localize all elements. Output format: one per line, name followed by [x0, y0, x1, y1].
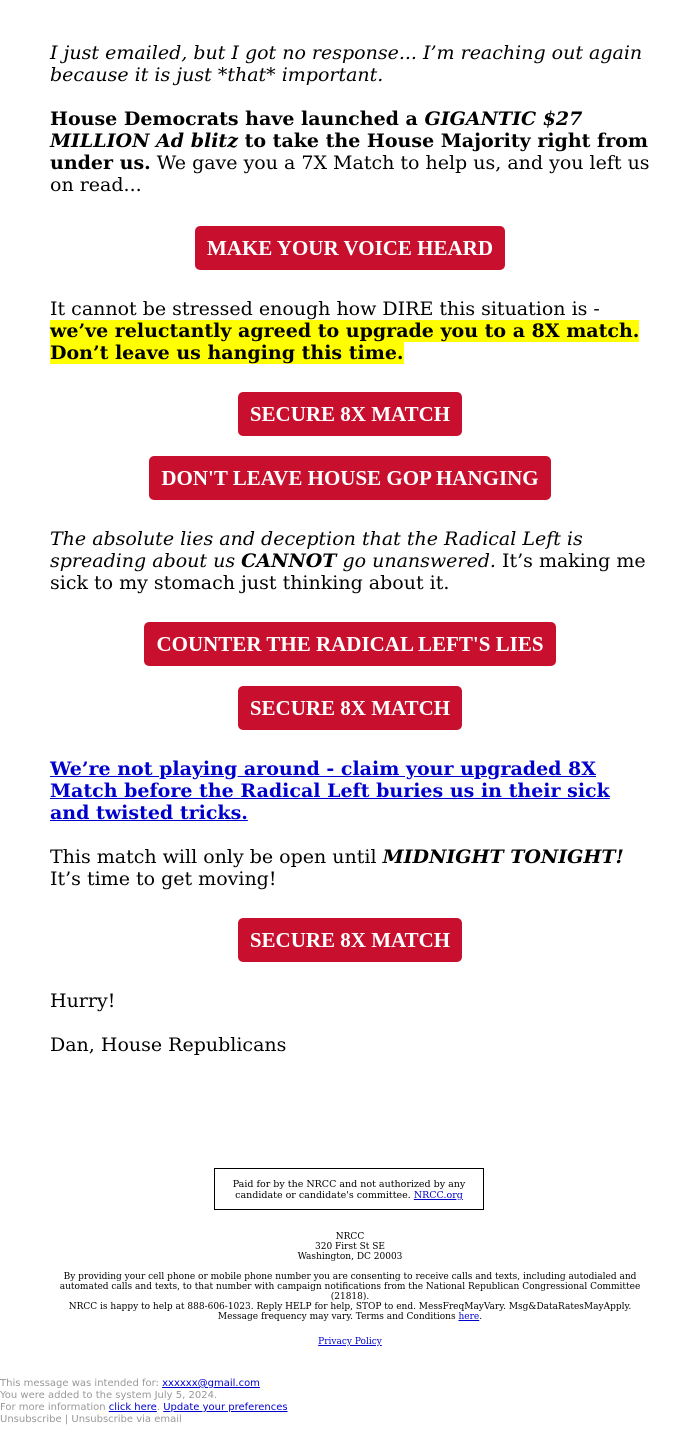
- update-preferences-link[interactable]: Update your preferences: [163, 1402, 288, 1413]
- make-your-voice-heard-button[interactable]: MAKE YOUR VOICE HEARD: [195, 226, 505, 270]
- para-dire-highlight: we’ve reluctantly agreed to upgrade you to a 8X match. Don’t leave us hanging this time.: [50, 320, 640, 364]
- unsubscribe-email-link[interactable]: Unsubscribe via email: [71, 1414, 182, 1425]
- claim-upgraded-match-link[interactable]: We’re not playing around - claim your upgraded 8X Match before the Radical Left buries us in their sick and twisted tricks.: [50, 758, 610, 824]
- secure-8x-match-button-1[interactable]: SECURE 8X MATCH: [238, 392, 462, 436]
- counter-radical-lefts-lies-button[interactable]: COUNTER THE RADICAL LEFT'S LIES: [144, 622, 555, 666]
- consent-text: By providing your cell phone or mobile phone number you are consenting to receive calls and texts, including autodialed and automated calls and texts, to that number with campaign notifications from the National Republican Congressional Committee (21818).: [59, 1272, 641, 1302]
- privacy-policy-link[interactable]: Privacy Policy: [318, 1337, 382, 1347]
- intended-label: This message was intended for:: [0, 1378, 163, 1389]
- help-text-body: NRCC is happy to help at 888-606-1023. Reply HELP for help, STOP to end. MessFreqMayVary. Msg&DataRatesMayApply. Message frequency may vary. Terms and Conditions: [68, 1302, 632, 1322]
- secure-8x-match-button-3[interactable]: SECURE 8X MATCH: [238, 918, 462, 962]
- org-name: NRCC: [335, 1232, 365, 1242]
- para-radical-left: [50, 528, 650, 594]
- email-body: [50, 42, 650, 1056]
- subscription-info: [0, 1378, 288, 1426]
- pipe-separator: |: [61, 1414, 72, 1425]
- para-ad-blitz-bold-a: House Democrats have launched a: [50, 108, 425, 130]
- more-info-label: For more information: [0, 1402, 109, 1413]
- help-text-end: .: [479, 1312, 483, 1322]
- para-radical-left-italic-a: The absolute lies and deception that the Radical Left is spreading about us: [50, 528, 583, 572]
- para-radical-left-cannot: CANNOT: [241, 550, 337, 572]
- recipient-email-link[interactable]: xxxxxx@gmail.com: [162, 1378, 260, 1389]
- intro-line: I just emailed, but I got no response... I’m reaching out again because it is just *that* important.: [50, 42, 643, 86]
- para-dire-plain: It cannot be stressed enough how DIRE this situation is -: [50, 298, 600, 320]
- secure-8x-match-button-2[interactable]: SECURE 8X MATCH: [238, 686, 462, 730]
- street-address: 320 First St SE: [315, 1242, 385, 1252]
- para-ad-blitz-rest: We gave you a 7X Match to help us, and you left us on read...: [50, 152, 650, 196]
- para-radical-left-rest: It’s making me sick to my stomach just thinking about it.: [50, 550, 646, 594]
- para-midnight-a: This match will only be open until: [50, 846, 383, 868]
- help-text: [50, 1302, 650, 1322]
- mailing-address: [50, 1232, 650, 1262]
- para-midnight: [50, 846, 650, 890]
- click-here-link[interactable]: click here: [108, 1402, 157, 1413]
- added-date: You were added to the system July 5, 2024.: [0, 1390, 218, 1401]
- para-ad-blitz: [50, 108, 650, 196]
- para-radical-left-italic-b: go unanswered.: [336, 550, 496, 572]
- paid-for-text: Paid for by the NRCC and not authorized by any candidate or candidate's committee.: [232, 1179, 466, 1201]
- paid-for-disclaimer: [214, 1168, 484, 1210]
- signature: Dan, House Republicans: [50, 1034, 287, 1056]
- para-ad-blitz-bold-italic: GIGANTIC $27 MILLION Ad blitz: [50, 108, 583, 152]
- nrcc-org-link[interactable]: NRCC.org: [413, 1190, 463, 1201]
- para-ad-blitz-bold-b: to take the House Majority right from under us.: [50, 130, 648, 174]
- closing-hurry: Hurry!: [50, 990, 116, 1012]
- terms-here-link[interactable]: here: [458, 1312, 480, 1322]
- sep: .: [156, 1402, 164, 1413]
- dont-leave-house-gop-hanging-button[interactable]: DON'T LEAVE HOUSE GOP HANGING: [149, 456, 550, 500]
- city-address: Washington, DC 20003: [297, 1252, 403, 1262]
- para-midnight-bold-italic: MIDNIGHT TONIGHT!: [382, 846, 624, 868]
- unsubscribe-link[interactable]: Unsubscribe: [0, 1414, 62, 1425]
- para-midnight-b: It’s time to get moving!: [50, 868, 277, 890]
- para-dire: [50, 298, 650, 364]
